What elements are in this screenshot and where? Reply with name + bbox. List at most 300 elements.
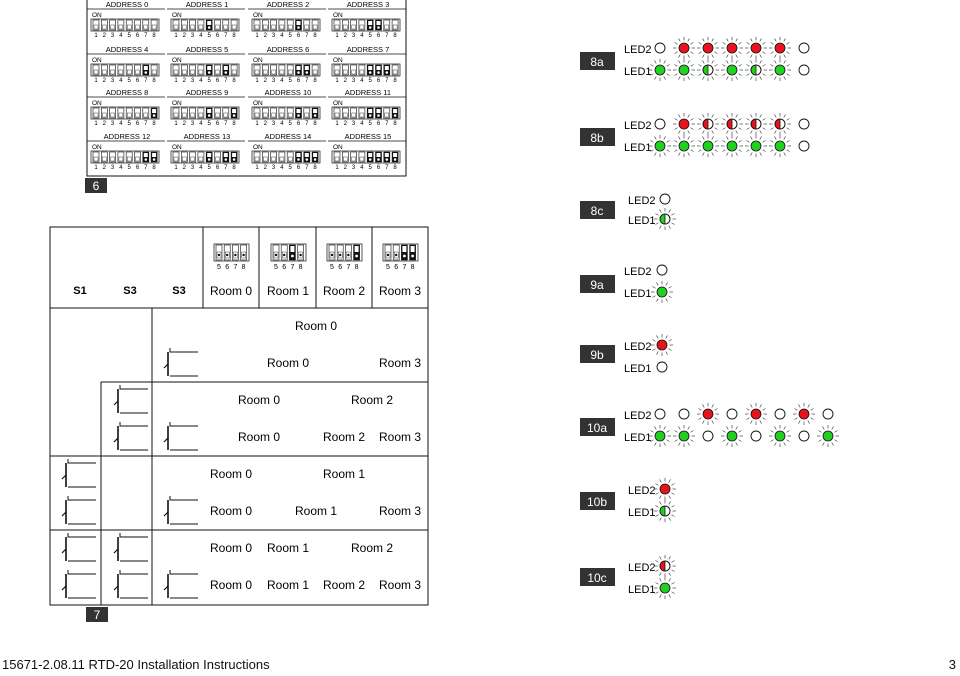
- dip-switch-number: 8: [232, 121, 236, 127]
- dip-switch-3: [110, 65, 116, 84]
- dip-switch-4: [279, 152, 285, 171]
- dip-switch-number: 1: [174, 121, 178, 127]
- led-blink-icon: [697, 59, 719, 81]
- led-off-icon: [799, 119, 809, 129]
- dip-switch-4: [279, 108, 285, 127]
- dip-switch-number: 8: [152, 165, 156, 171]
- dip-switch-7: [143, 152, 149, 171]
- dip-switch-5: [126, 65, 132, 84]
- led-on-icon: [697, 135, 719, 157]
- dip-switch-number: 4: [280, 165, 284, 171]
- dip-switch-number: 3: [110, 33, 115, 39]
- dip-block-title: ADDRESS 0: [105, 0, 149, 9]
- dip-switch-8: [392, 152, 398, 171]
- svg-text:10c: 10c: [587, 571, 607, 585]
- dip-block-title: ADDRESS 5: [185, 45, 229, 54]
- dip-switch-2: [342, 152, 348, 171]
- dip-switch-number: 8: [313, 165, 317, 171]
- dip-switch-number: 5: [288, 78, 292, 84]
- dip-switch-number: 6: [376, 78, 381, 84]
- room-dip-switch-number: 7: [346, 264, 351, 271]
- led-on-icon: [793, 403, 815, 425]
- led-on-icon: [673, 37, 695, 59]
- led-on-icon: [745, 135, 767, 157]
- dip-switch-6: [135, 20, 141, 39]
- dip-switch-1: [334, 65, 340, 84]
- figure-7-label: 7: [93, 608, 101, 622]
- svg-text:LED2: LED2: [624, 341, 652, 353]
- row2-room3: Room 3: [378, 356, 422, 370]
- dip-switch-number: 3: [110, 121, 115, 127]
- row8-room3: Room 3: [378, 578, 422, 592]
- dip-switch-number: 2: [102, 33, 106, 39]
- dip-switch-5: [367, 20, 373, 39]
- dip-switch-number: 8: [393, 165, 397, 171]
- dip-switch-number: 1: [174, 165, 178, 171]
- dip-switch-number: 8: [152, 121, 156, 127]
- dip-switch-number: 5: [127, 121, 131, 127]
- dip-switch-number: 7: [305, 33, 309, 39]
- led-blink-icon: [654, 208, 676, 230]
- led-on-icon: [673, 59, 695, 81]
- dip-on-label: ON: [253, 57, 263, 64]
- led-off-icon: [727, 409, 737, 419]
- dip-switch-5: [367, 65, 373, 84]
- dip-switch-number: 7: [144, 121, 148, 127]
- led-on-icon: [654, 478, 676, 500]
- dip-switch-number: 7: [385, 165, 389, 171]
- led-off-icon: [799, 141, 809, 151]
- dip-switch-number: 2: [182, 33, 186, 39]
- led-indicators: [649, 37, 839, 599]
- led-panel-8b: [580, 120, 652, 154]
- dip-switch-number: 6: [135, 78, 140, 84]
- dip-switch-8: [312, 152, 318, 171]
- led-panel-8a: [580, 44, 652, 78]
- dip-switch-3: [190, 108, 196, 127]
- led-off-icon: [799, 43, 809, 53]
- dip-switch-number: 3: [351, 78, 356, 84]
- dip-block-address-8: [87, 88, 165, 127]
- dip-switch-number: 1: [94, 33, 98, 39]
- led-blink-icon: [745, 113, 767, 135]
- row1-room0: Room 0: [294, 319, 338, 333]
- row5-room0: Room 0: [209, 467, 253, 481]
- dip-switch-number: 2: [102, 121, 106, 127]
- dip-switch-3: [110, 20, 116, 39]
- dip-switch-number: 5: [127, 165, 131, 171]
- dip-block-title: ADDRESS 9: [185, 88, 229, 97]
- dip-on-label: ON: [333, 57, 343, 64]
- dip-switch-2: [101, 65, 107, 84]
- dip-switch-5: [126, 108, 132, 127]
- led-panel-10a: [580, 410, 652, 444]
- dip-switch-1: [254, 20, 260, 39]
- dip-switch-number: 1: [335, 33, 339, 39]
- dip-switch-number: 5: [207, 165, 211, 171]
- dip-switch-4: [359, 108, 365, 127]
- dip-switch-number: 3: [190, 33, 195, 39]
- dip-block-address-10: [248, 88, 326, 127]
- dip-switch-number: 7: [305, 165, 309, 171]
- dip-switch-8: [392, 108, 398, 127]
- dip-block-address-4: [87, 45, 165, 84]
- contact-switch-icon: [62, 533, 96, 561]
- dip-switch-number: 5: [127, 33, 131, 39]
- led-on-icon: [721, 425, 743, 447]
- led-on-icon: [769, 37, 791, 59]
- dip-switch-1: [173, 152, 179, 171]
- dip-switch-1: [254, 108, 260, 127]
- dip-switch-1: [173, 108, 179, 127]
- contact-switch-icon: [62, 496, 96, 524]
- dip-on-label: ON: [172, 144, 182, 151]
- dip-switch-number: 1: [255, 33, 259, 39]
- dip-switch-number: 4: [119, 78, 123, 84]
- dip-switch-number: 7: [385, 121, 389, 127]
- svg-text:LED2: LED2: [624, 120, 652, 132]
- dip-switch-1: [254, 152, 260, 171]
- dip-switch-number: 1: [255, 78, 259, 84]
- dip-switch-2: [342, 65, 348, 84]
- room-dip-switch-number: 5: [217, 264, 221, 271]
- dip-switch-4: [118, 108, 124, 127]
- header-s3-a: S3: [123, 285, 137, 297]
- row5-room1: Room 1: [322, 467, 366, 481]
- dip-switch-number: 8: [313, 78, 317, 84]
- dip-switch-number: 1: [335, 165, 339, 171]
- row8-room2: Room 2: [322, 578, 366, 592]
- room-dip-switch-number: 8: [241, 264, 246, 271]
- dip-switch-3: [190, 20, 196, 39]
- dip-switch-6: [376, 108, 382, 127]
- dip-switch-number: 2: [102, 165, 106, 171]
- dip-switch-number: 5: [288, 121, 292, 127]
- dip-on-label: ON: [172, 100, 182, 107]
- led-off-icon: [823, 409, 833, 419]
- dip-switch-6: [215, 65, 221, 84]
- dip-switch-4: [279, 65, 285, 84]
- led-on-icon: [651, 334, 673, 356]
- figure-6-label: 6: [92, 179, 100, 193]
- dip-switch-number: 6: [296, 121, 301, 127]
- dip-switch-number: 7: [224, 33, 228, 39]
- room-dip-0: [214, 244, 249, 271]
- led-blink-icon: [745, 59, 767, 81]
- dip-block-address-9: [167, 88, 245, 127]
- dip-switch-8: [312, 20, 318, 39]
- dip-switch-number: 1: [94, 78, 98, 84]
- dip-switch-number: 7: [385, 78, 389, 84]
- dip-switch-number: 8: [393, 78, 397, 84]
- led-status-panels: [580, 44, 656, 596]
- dip-switch-number: 2: [343, 33, 347, 39]
- dip-switch-number: 4: [280, 33, 284, 39]
- room-dip-switch-number: 6: [225, 264, 230, 271]
- dip-switch-7: [223, 152, 229, 171]
- svg-text:9a: 9a: [590, 278, 604, 292]
- dip-switch-3: [190, 65, 196, 84]
- dip-switch-number: 6: [376, 165, 381, 171]
- room-dip-switch-number: 7: [290, 264, 295, 271]
- dip-switch-number: 1: [94, 165, 98, 171]
- led-off-icon: [660, 194, 670, 204]
- dip-switch-number: 8: [152, 33, 156, 39]
- dip-on-label: ON: [92, 12, 102, 19]
- dip-block-title: ADDRESS 13: [183, 132, 231, 141]
- row2-room0: Room 0: [266, 356, 310, 370]
- dip-switch-number: 1: [94, 121, 98, 127]
- dip-block-title: ADDRESS 1: [185, 0, 229, 9]
- led-off-icon: [655, 43, 665, 53]
- dip-switch-6: [215, 108, 221, 127]
- dip-switch-8: [151, 152, 157, 171]
- dip-switch-2: [101, 20, 107, 39]
- dip-switch-6: [135, 108, 141, 127]
- header-room-3: Room 3: [378, 284, 422, 298]
- dip-switch-number: 3: [271, 165, 276, 171]
- room-dip-2: [327, 244, 362, 271]
- dip-switch-number: 2: [263, 78, 267, 84]
- dip-switch-2: [181, 65, 187, 84]
- dip-switch-2: [101, 108, 107, 127]
- led-on-icon: [649, 59, 671, 81]
- dip-switch-3: [271, 20, 277, 39]
- led-blink-icon: [721, 113, 743, 135]
- dip-switch-2: [262, 152, 268, 171]
- dip-block-address-15: [328, 132, 406, 171]
- led-on-icon: [721, 135, 743, 157]
- dip-on-label: ON: [92, 144, 102, 151]
- dip-switch-number: 6: [135, 33, 140, 39]
- svg-text:LED1: LED1: [624, 288, 652, 300]
- dip-switch-8: [151, 20, 157, 39]
- dip-block-title: ADDRESS 2: [266, 0, 310, 9]
- room-dip-switch-number: 6: [394, 264, 399, 271]
- dip-switch-number: 8: [393, 121, 397, 127]
- dip-switch-2: [262, 65, 268, 84]
- dip-switch-5: [367, 152, 373, 171]
- svg-text:LED1: LED1: [624, 142, 652, 154]
- row4-room2: Room 2: [322, 430, 366, 444]
- dip-switch-4: [198, 20, 204, 39]
- dip-switch-number: 2: [182, 165, 186, 171]
- dip-switch-number: 5: [127, 78, 131, 84]
- dip-switch-8: [231, 152, 237, 171]
- dip-switch-8: [231, 108, 237, 127]
- dip-switch-8: [151, 65, 157, 84]
- dip-switch-7: [304, 20, 310, 39]
- dip-block-title: ADDRESS 14: [264, 132, 312, 141]
- dip-block-address-13: [167, 132, 245, 171]
- led-blink-icon: [654, 555, 676, 577]
- dip-block-address-6: [248, 45, 326, 84]
- dip-switch-7: [143, 20, 149, 39]
- dip-switch-number: 8: [232, 78, 236, 84]
- dip-on-label: ON: [92, 100, 102, 107]
- dip-switch-number: 5: [368, 78, 372, 84]
- dip-switch-5: [206, 65, 212, 84]
- dip-switch-2: [262, 108, 268, 127]
- led-on-icon: [651, 281, 673, 303]
- dip-switch-4: [198, 65, 204, 84]
- dip-switch-number: 6: [376, 121, 381, 127]
- dip-switch-8: [312, 108, 318, 127]
- led-panel-10b: [580, 485, 656, 519]
- dip-switch-7: [223, 65, 229, 84]
- dip-switch-number: 3: [271, 78, 276, 84]
- dip-switch-number: 6: [296, 165, 301, 171]
- dip-switch-number: 7: [224, 78, 228, 84]
- dip-address-panel: [87, 0, 406, 176]
- dip-switch-7: [384, 108, 390, 127]
- svg-text:8c: 8c: [590, 204, 604, 218]
- dip-switch-number: 2: [343, 78, 347, 84]
- dip-switch-number: 3: [190, 165, 195, 171]
- footer-document-title: 15671-2.08.11 RTD-20 Installation Instructions: [2, 657, 270, 672]
- led-on-icon: [649, 135, 671, 157]
- room-dip-switch-number: 5: [274, 264, 278, 271]
- room-dip-switch-number: 8: [410, 264, 415, 271]
- dip-switch-4: [118, 65, 124, 84]
- contact-switch-icon: [164, 570, 198, 598]
- header-room-1: Room 1: [266, 284, 310, 298]
- dip-switch-number: 2: [182, 78, 186, 84]
- dip-switch-1: [93, 152, 99, 171]
- svg-text:LED1: LED1: [628, 215, 656, 227]
- dip-switch-number: 8: [232, 165, 236, 171]
- dip-switch-6: [296, 108, 302, 127]
- dip-on-label: ON: [172, 12, 182, 19]
- dip-switch-number: 4: [119, 121, 123, 127]
- led-off-icon: [657, 265, 667, 275]
- dip-switch-3: [271, 152, 277, 171]
- dip-switch-number: 5: [288, 33, 292, 39]
- contact-switch-icon: [164, 348, 198, 376]
- dip-switch-number: 2: [263, 33, 267, 39]
- dip-switch-2: [181, 20, 187, 39]
- led-off-icon: [751, 431, 761, 441]
- dip-switch-number: 4: [360, 33, 364, 39]
- svg-text:10b: 10b: [586, 495, 608, 509]
- led-blink-icon: [697, 113, 719, 135]
- dip-on-label: ON: [172, 57, 182, 64]
- header-s1: S1: [73, 285, 87, 297]
- dip-switch-number: 7: [305, 78, 309, 84]
- dip-switch-number: 8: [393, 33, 397, 39]
- dip-switch-8: [231, 20, 237, 39]
- dip-block-title: ADDRESS 11: [344, 88, 392, 97]
- dip-switch-3: [190, 152, 196, 171]
- contact-switch-icon: [164, 496, 198, 524]
- dip-switch-5: [367, 108, 373, 127]
- room-dip-switch-number: 6: [338, 264, 343, 271]
- svg-text:LED2: LED2: [624, 410, 652, 422]
- dip-switch-number: 7: [224, 121, 228, 127]
- dip-switch-6: [215, 152, 221, 171]
- svg-text:LED1: LED1: [624, 432, 652, 444]
- dip-switch-number: 1: [174, 33, 178, 39]
- dip-switch-number: 6: [215, 165, 220, 171]
- dip-switch-number: 6: [135, 165, 140, 171]
- dip-switch-6: [135, 152, 141, 171]
- row8-room0: Room 0: [209, 578, 253, 592]
- dip-switch-number: 6: [296, 33, 301, 39]
- led-blink-icon: [769, 113, 791, 135]
- dip-switch-1: [93, 108, 99, 127]
- dip-block-address-2: [248, 0, 326, 39]
- dip-switch-number: 5: [368, 121, 372, 127]
- dip-switch-number: 4: [280, 78, 284, 84]
- dip-switch-1: [334, 108, 340, 127]
- dip-on-label: ON: [92, 57, 102, 64]
- dip-block-address-7: [328, 45, 406, 84]
- dip-switch-number: 4: [360, 121, 364, 127]
- dip-switch-3: [110, 108, 116, 127]
- led-off-icon: [657, 362, 667, 372]
- dip-switch-number: 2: [263, 121, 267, 127]
- svg-text:LED2: LED2: [628, 195, 656, 207]
- svg-text:LED2: LED2: [624, 266, 652, 278]
- led-on-icon: [697, 37, 719, 59]
- contact-switch-icon: [114, 570, 148, 598]
- dip-on-label: ON: [333, 144, 343, 151]
- dip-switch-number: 2: [182, 121, 186, 127]
- svg-text:10a: 10a: [586, 421, 608, 435]
- dip-switch-4: [279, 20, 285, 39]
- dip-switch-number: 6: [215, 33, 220, 39]
- led-on-icon: [673, 135, 695, 157]
- dip-switch-3: [351, 65, 357, 84]
- dip-block-title: ADDRESS 15: [344, 132, 392, 141]
- dip-switch-5: [126, 20, 132, 39]
- row6-room1: Room 1: [294, 504, 338, 518]
- contact-switch-icon: [164, 422, 198, 450]
- dip-switch-1: [254, 65, 260, 84]
- header-s3-b: S3: [172, 285, 186, 297]
- dip-switch-5: [206, 152, 212, 171]
- led-on-icon: [673, 113, 695, 135]
- dip-switch-4: [359, 152, 365, 171]
- dip-switch-number: 8: [232, 33, 236, 39]
- dip-switch-3: [271, 108, 277, 127]
- dip-block-title: ADDRESS 8: [105, 88, 149, 97]
- dip-switch-7: [223, 108, 229, 127]
- led-on-icon: [745, 37, 767, 59]
- room-dip-switch-number: 5: [386, 264, 390, 271]
- dip-switch-2: [342, 108, 348, 127]
- dip-switch-number: 2: [343, 165, 347, 171]
- dip-switch-3: [271, 65, 277, 84]
- dip-switch-5: [287, 108, 293, 127]
- led-off-icon: [799, 431, 809, 441]
- row6-room0: Room 0: [209, 504, 253, 518]
- dip-switch-number: 3: [110, 78, 115, 84]
- dip-switch-number: 3: [271, 33, 276, 39]
- row4-room3: Room 3: [378, 430, 422, 444]
- dip-switch-number: 5: [207, 78, 211, 84]
- led-off-icon: [775, 409, 785, 419]
- dip-switch-number: 3: [271, 121, 276, 127]
- dip-on-label: ON: [253, 12, 263, 19]
- room-dip-switch-number: 6: [282, 264, 287, 271]
- contact-switch-icon: [114, 422, 148, 450]
- svg-text:LED2: LED2: [624, 44, 652, 56]
- dip-switch-number: 6: [215, 78, 220, 84]
- dip-switch-7: [143, 108, 149, 127]
- dip-switch-1: [173, 65, 179, 84]
- dip-switch-number: 2: [102, 78, 106, 84]
